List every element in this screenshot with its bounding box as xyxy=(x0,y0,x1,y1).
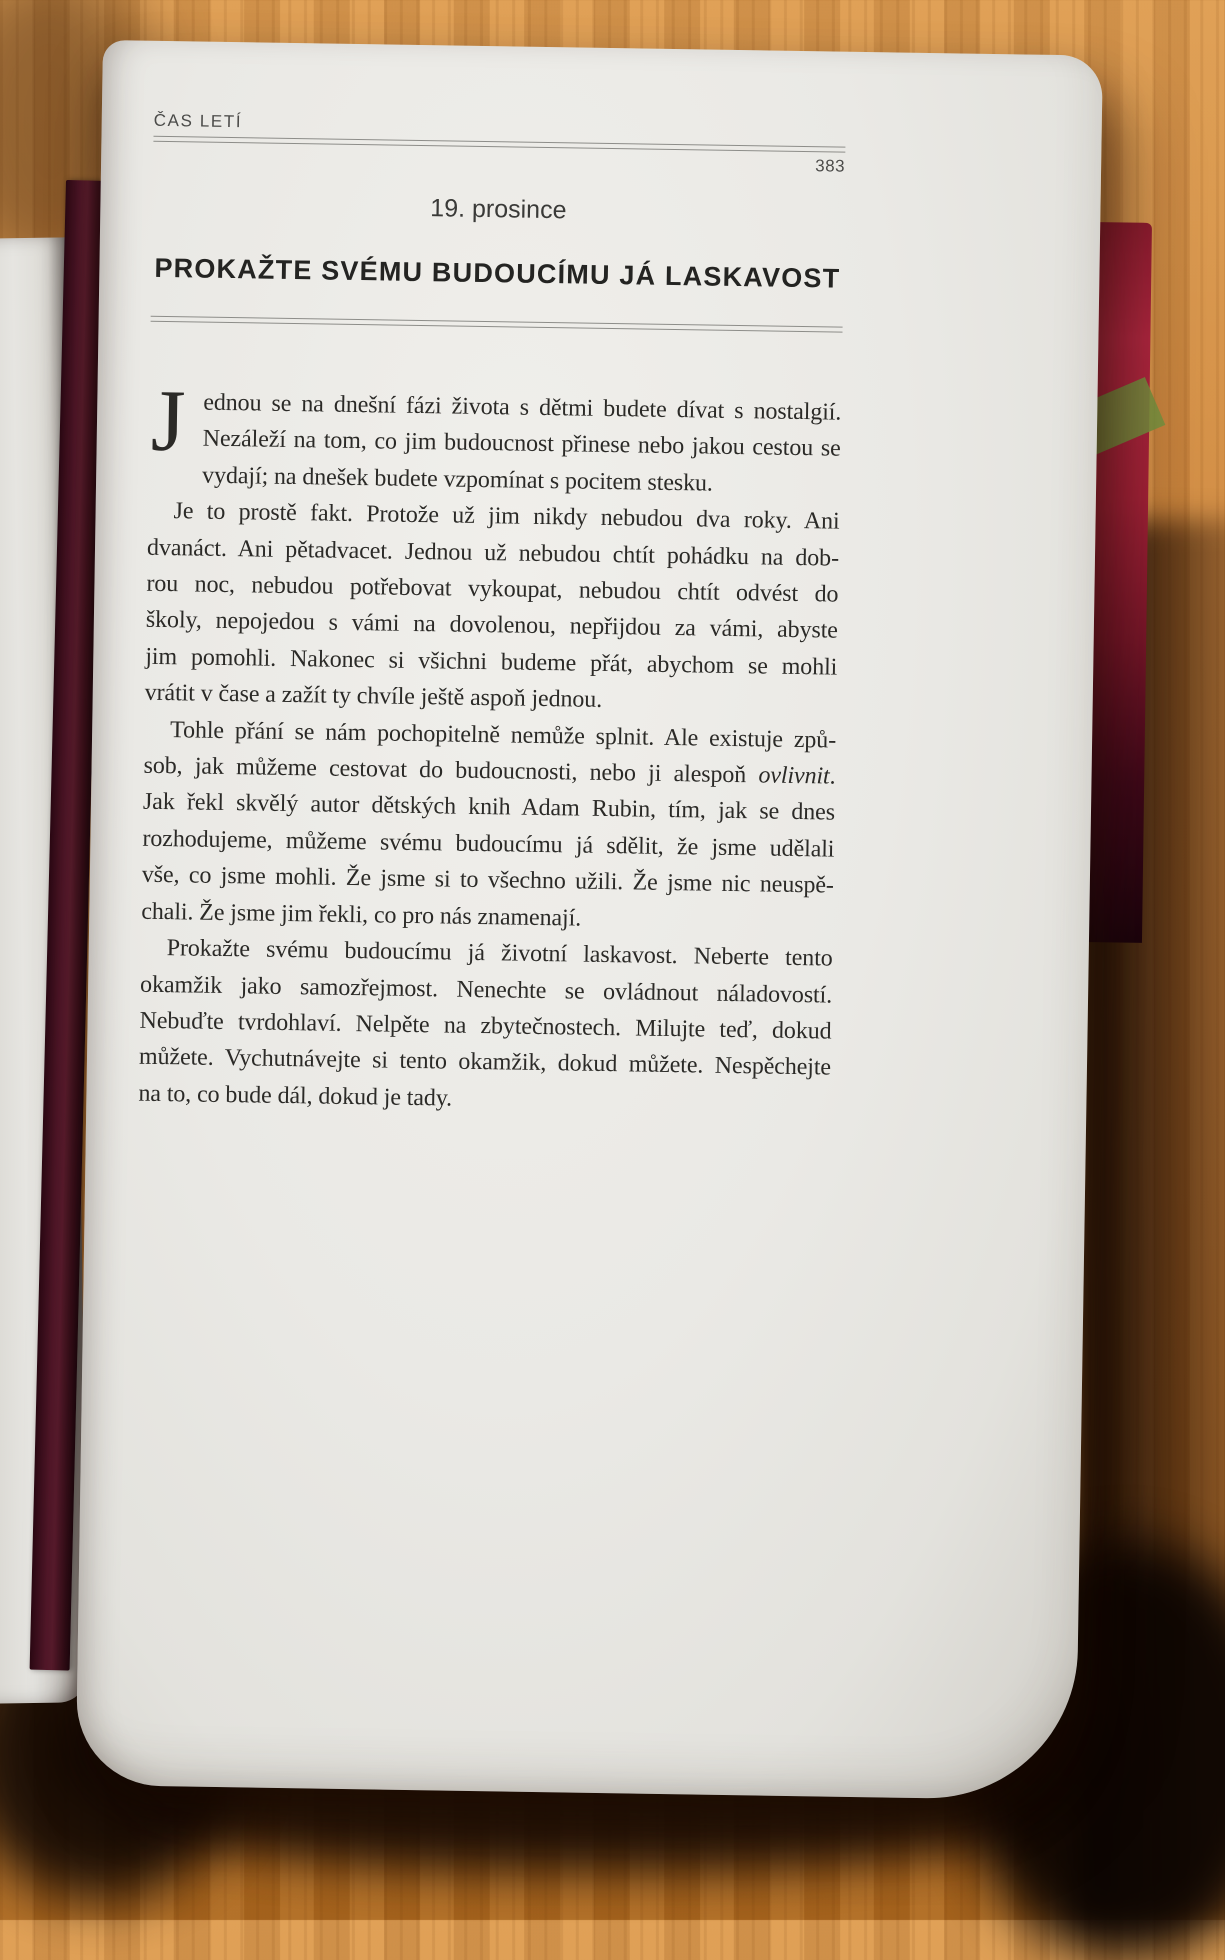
page-number: 383 xyxy=(815,156,846,176)
text-line: vydají; na dnešek budete vzpomínat s pocitem stesku. xyxy=(201,462,714,497)
paragraph xyxy=(141,711,836,940)
text-line: Je to prostě fakt. Protože už jim nikdy nebudou dva roky. Ani xyxy=(173,498,840,535)
text-line: můžete. Vychutnávejte si tento okamžik, dokud můžete. Nespěchejte xyxy=(138,1044,832,1081)
text-line: Tohle přání se nám pochopitelně nemůže splnit. Ale existuje způ- xyxy=(169,716,837,754)
chapter-title: PROKAŽTE SVÉMU BUDOUCÍMU JÁ LASKAVOST xyxy=(154,252,841,294)
text-line: vrátit v čase a zažít ty chvíle ještě aspoň jednou. xyxy=(144,679,603,714)
paragraph xyxy=(144,493,839,722)
page-content xyxy=(138,111,846,1123)
body-text xyxy=(138,372,842,1123)
text-line: jim pomohli. Nakonec si všichni budeme přát, abychom se mohli xyxy=(145,643,838,681)
text-line: sob, jak můžeme cestovat do budoucnosti, nebo ji alespoň ovlivnit. xyxy=(143,752,836,790)
text-line: Nezáleží na tom, co jim budoucnost přinese nebo jakou cestou se xyxy=(202,426,841,463)
text-line: Prokažte svému budoucímu já životní laskavost. Neberte tento xyxy=(166,935,833,972)
title-rule xyxy=(151,316,843,333)
drop-cap: J xyxy=(150,372,186,471)
text-line: školy, nepojedou s vámi na dovolenou, nepřijdou za vámi, abyste xyxy=(145,607,839,645)
text-line: vše, co jsme mohli. Že jsme si to všechno užili. Že jsme nic neuspě- xyxy=(141,861,835,899)
text-line: na to, co bude dál, dokud je tady. xyxy=(138,1080,453,1112)
text-line: rozhodujeme, můžeme svému budoucímu já sdělit, že jsme udělali xyxy=(142,825,835,863)
paragraph xyxy=(148,372,842,504)
text-line: ednou se na dnešní fázi života s dětmi budete dívat s nostalgií. xyxy=(203,389,842,426)
left-page-edge xyxy=(0,237,88,1703)
text-line: Nebuďte tvrdohlaví. Nelpěte na zbytečnostech. Milujte teď, dokud xyxy=(139,1007,832,1045)
book-page xyxy=(76,40,1103,1800)
text-line: chali. Že jsme jim řekli, co pro nás znamenají. xyxy=(141,898,582,932)
text-line: Jak řekl skvělý autor dětských knih Adam Rubin, tím, jak se dnes xyxy=(142,789,836,827)
text-line: okamžik jako samozřejmost. Nenechte se ovládnout náladovostí. xyxy=(139,971,833,1009)
paragraph xyxy=(138,930,833,1123)
book-cast-shadow-right xyxy=(1075,520,1225,1920)
date-heading: 19. prosince xyxy=(430,194,567,225)
text-line: dvanáct. Ani pětadvacet. Jednou už nebudou chtít pohádku na dob- xyxy=(146,534,840,572)
text-line: rou noc, nebudou potřebovat vykoupat, nebudou chtít odvést do xyxy=(146,570,839,608)
running-header: ČAS LETÍ xyxy=(153,110,243,132)
